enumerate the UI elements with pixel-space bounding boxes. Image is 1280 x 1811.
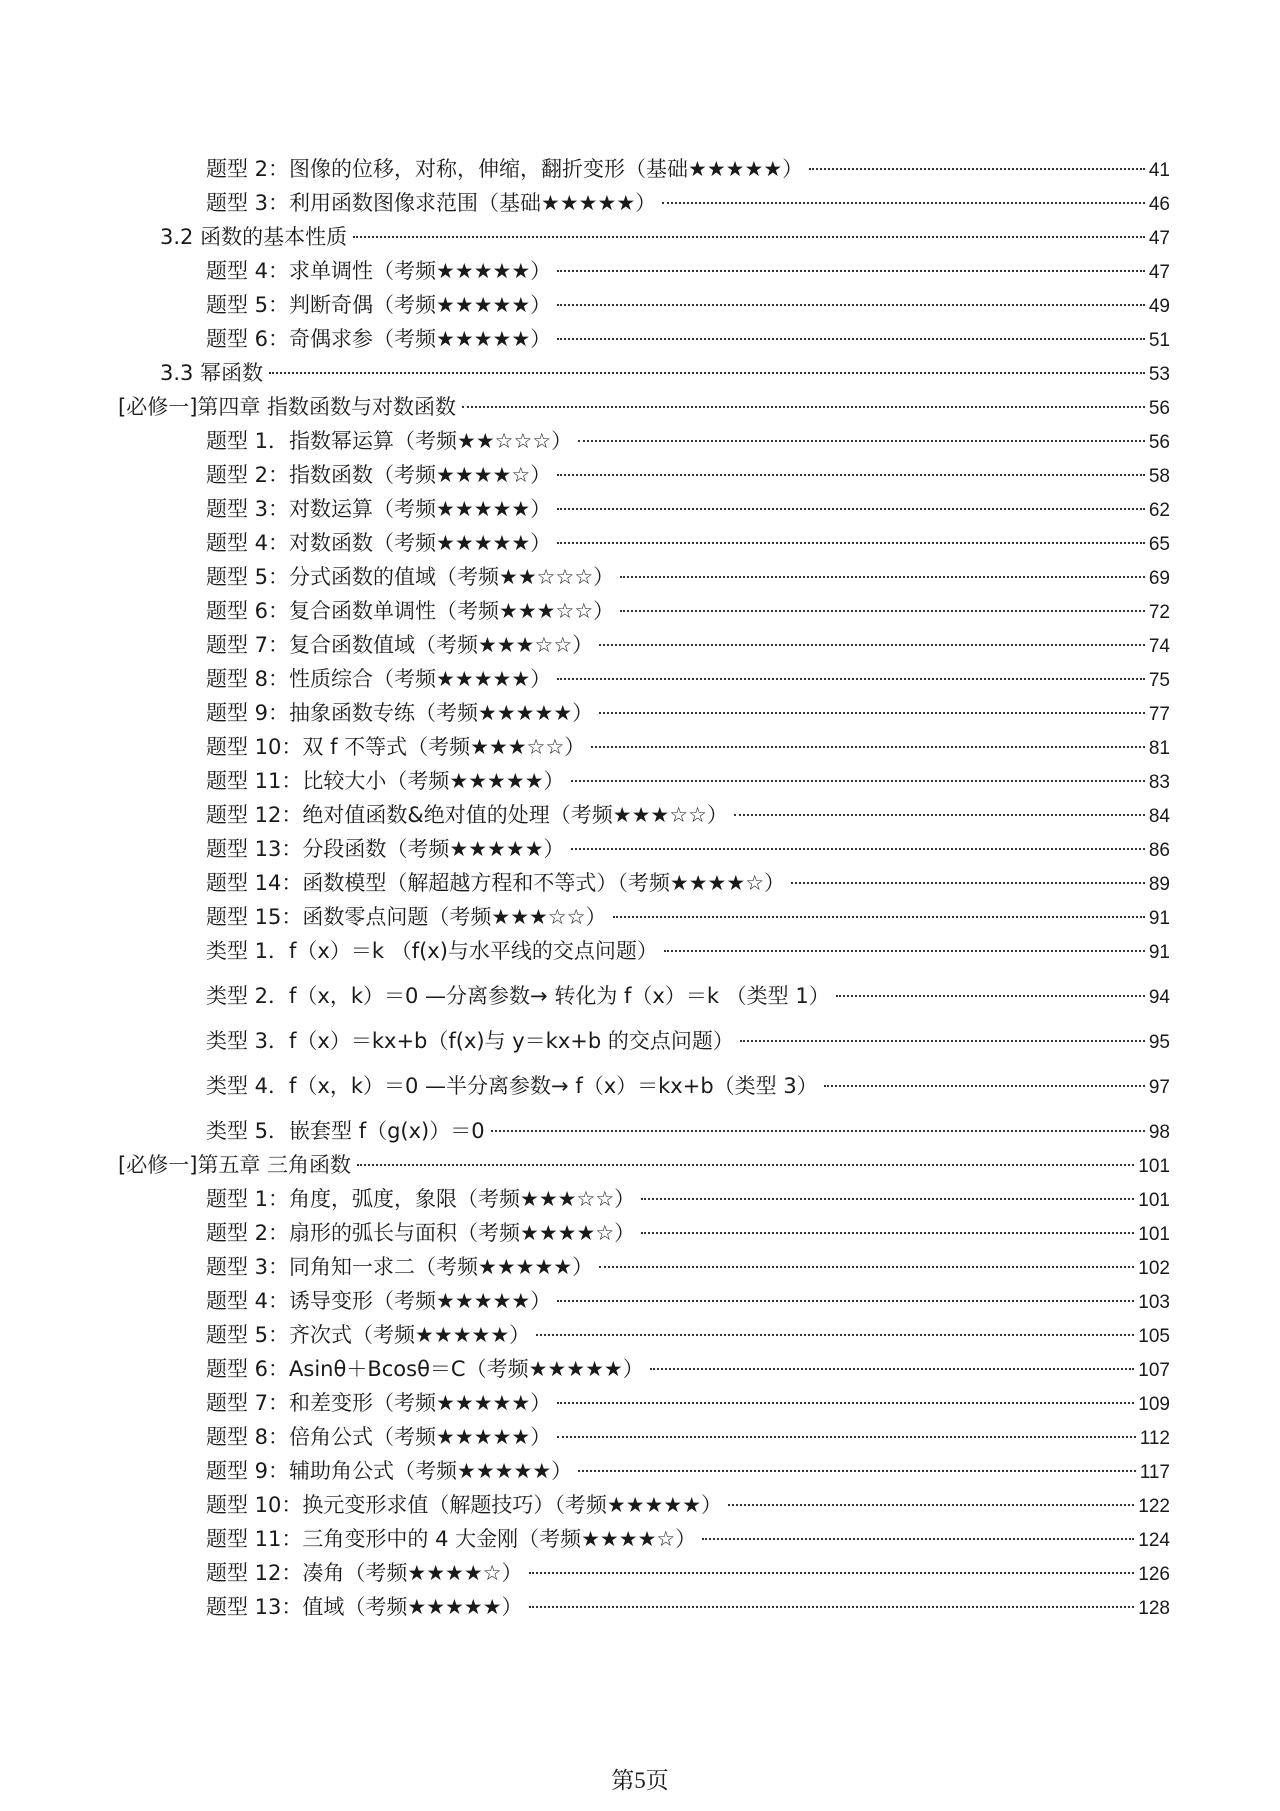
toc-entry-label: 题型 13：值域（考频★★★★★） (206, 1595, 523, 1619)
toc-page-number: 112 (1139, 1428, 1170, 1449)
toc-entry-label: 题型 10：换元变形求值（解题技巧）（考频★★★★★） (206, 1493, 723, 1517)
toc-page-number: 109 (1138, 1394, 1170, 1415)
toc-item-entry[interactable] (0, 186, 1280, 220)
toc-page-number: 58 (1148, 466, 1170, 487)
dot-leader (599, 711, 1145, 714)
toc-page-number: 51 (1148, 330, 1170, 351)
toc-item-entry[interactable] (0, 288, 1280, 322)
toc-item-entry[interactable] (0, 1556, 1280, 1590)
toc-page-number: 124 (1138, 1530, 1170, 1551)
toc-entry-label: 题型 7：和差变形（考频★★★★★） (206, 1391, 552, 1415)
toc-entry-label: 题型 5：分式函数的值域（考频★★☆☆☆） (206, 565, 615, 589)
dot-leader (578, 439, 1145, 442)
toc-page-number: 91 (1148, 908, 1170, 929)
toc-item-entry[interactable] (0, 1182, 1280, 1216)
toc-entry-label: 题型 12：绝对值函数&绝对值的处理（考频★★★☆☆） (206, 803, 728, 827)
toc-item-entry[interactable] (0, 526, 1280, 560)
toc-item-entry[interactable] (0, 730, 1280, 764)
toc-item-entry[interactable] (0, 254, 1280, 288)
dot-leader (613, 915, 1145, 918)
toc-page-number: 117 (1139, 1462, 1170, 1483)
dot-leader (536, 1333, 1134, 1336)
toc-page-number: 128 (1138, 1598, 1170, 1619)
dot-leader (269, 371, 1145, 374)
toc-page-number: 69 (1148, 568, 1170, 589)
dot-leader (529, 1571, 1135, 1574)
dot-leader (557, 303, 1145, 306)
toc-item-entry[interactable] (0, 1590, 1280, 1624)
toc-page-number: 49 (1148, 296, 1170, 317)
dot-leader (641, 1197, 1134, 1200)
toc-entry-label: [必修一]第五章 三角函数 (118, 1153, 352, 1177)
toc-entry-label: 题型 4：诱导变形（考频★★★★★） (206, 1289, 552, 1313)
toc-item-entry[interactable] (0, 1216, 1280, 1250)
toc-entry-label: 题型 1．指数幂运算（考频★★☆☆☆） (206, 429, 573, 453)
toc-page-number: 72 (1148, 602, 1170, 623)
toc-page-number: 102 (1138, 1258, 1170, 1279)
toc-entry-label: 题型 10：双 f 不等式（考频★★★☆☆） (206, 735, 586, 759)
toc-entry-label: [必修一]第四章 指数函数与对数函数 (118, 395, 457, 419)
dot-leader (702, 1537, 1134, 1540)
toc-item-entry[interactable] (0, 662, 1280, 696)
toc-page-number: 81 (1148, 738, 1170, 759)
toc-entry-label: 题型 2：图像的位移，对称，伸缩，翻折变形（基础★★★★★） (206, 157, 804, 181)
dot-leader (664, 949, 1145, 952)
toc-entry-label: 题型 14：函数模型（解超越方程和不等式）（考频★★★★☆） (206, 871, 786, 895)
toc-entry-label: 题型 5：判断奇偶（考频★★★★★） (206, 293, 552, 317)
toc-item-entry[interactable] (0, 798, 1280, 832)
toc-entry-label: 题型 4：求单调性（考频★★★★★） (206, 259, 552, 283)
toc-page-number: 101 (1138, 1190, 1170, 1211)
toc-item-entry[interactable] (0, 696, 1280, 730)
toc-item-entry[interactable] (0, 934, 1280, 968)
toc-chapter-entry[interactable] (0, 390, 1280, 424)
dot-leader (599, 643, 1145, 646)
toc-entry-label: 题型 12：凑角（考频★★★★☆） (206, 1561, 523, 1585)
dot-leader (599, 1265, 1134, 1268)
toc-item-entry[interactable] (0, 594, 1280, 628)
toc-section-entry[interactable] (0, 220, 1280, 254)
toc-entry-label: 题型 2：扇形的弧长与面积（考频★★★★☆） (206, 1221, 636, 1245)
toc-entry-label: 题型 2：指数函数（考频★★★★☆） (206, 463, 552, 487)
toc-item-entry[interactable] (0, 560, 1280, 594)
toc-item-entry[interactable] (0, 492, 1280, 526)
toc-entry-label: 题型 9：辅助角公式（考频★★★★★） (206, 1459, 573, 1483)
toc-page-number: 53 (1148, 364, 1170, 385)
toc-entry-label: 题型 1：角度，弧度，象限（考频★★★☆☆） (206, 1187, 636, 1211)
toc-item-entry[interactable] (0, 900, 1280, 934)
toc-item-entry[interactable] (0, 152, 1280, 186)
dot-leader (791, 881, 1145, 884)
toc-page-number: 74 (1148, 636, 1170, 657)
toc-entry-label: 类型 4．f（x，k）＝0 —半分离参数→ f（x）＝kx+b（类型 3） (206, 1074, 818, 1098)
dot-leader (491, 1129, 1145, 1132)
toc-entry-label: 题型 5：齐次式（考频★★★★★） (206, 1323, 531, 1347)
dot-leader (734, 813, 1145, 816)
dot-leader (557, 1401, 1134, 1404)
dot-leader (357, 1163, 1134, 1166)
toc-entry-label: 题型 3：对数运算（考频★★★★★） (206, 497, 552, 521)
dot-leader (641, 1231, 1134, 1234)
toc-entry-label: 类型 2．f（x，k）＝0 —分离参数→ 转化为 f（x）＝k （类型 1） (206, 984, 830, 1008)
toc-item-entry[interactable] (0, 1420, 1280, 1454)
dot-leader (557, 677, 1145, 680)
toc-item-entry[interactable] (0, 458, 1280, 492)
table-of-contents (0, 152, 1280, 1624)
dot-leader (740, 1039, 1145, 1042)
toc-item-entry[interactable] (0, 764, 1280, 798)
toc-item-entry[interactable] (0, 1250, 1280, 1284)
toc-page-number: 77 (1148, 704, 1170, 725)
toc-section-entry[interactable] (0, 356, 1280, 390)
toc-page-number: 62 (1148, 500, 1170, 521)
toc-entry-label: 题型 13：分段函数（考频★★★★★） (206, 837, 565, 861)
toc-item-entry[interactable] (0, 1284, 1280, 1318)
toc-item-entry[interactable] (0, 1024, 1280, 1058)
dot-leader (591, 745, 1145, 748)
dot-leader (557, 473, 1145, 476)
toc-entry-label: 题型 6：复合函数单调性（考频★★★☆☆） (206, 599, 615, 623)
toc-entry-label: 3.2 函数的基本性质 (160, 225, 348, 249)
toc-page-number: 97 (1148, 1077, 1170, 1098)
toc-page-number: 101 (1138, 1224, 1170, 1245)
toc-entry-label: 3.3 幂函数 (160, 361, 264, 385)
dot-leader (809, 167, 1145, 170)
dot-leader (578, 1469, 1136, 1472)
dot-leader (557, 337, 1145, 340)
toc-page-number: 41 (1148, 160, 1170, 181)
toc-entry-label: 题型 6：奇偶求参（考频★★★★★） (206, 327, 552, 351)
dot-leader (571, 847, 1145, 850)
toc-page-number: 56 (1148, 398, 1170, 419)
toc-page-number: 105 (1138, 1326, 1170, 1347)
toc-page-number: 107 (1138, 1360, 1170, 1381)
toc-entry-label: 题型 8：性质综合（考频★★★★★） (206, 667, 552, 691)
toc-item-entry[interactable] (0, 832, 1280, 866)
toc-item-entry[interactable] (0, 628, 1280, 662)
toc-page-number: 122 (1138, 1496, 1170, 1517)
toc-page-number: 101 (1138, 1156, 1170, 1177)
dot-leader (836, 994, 1145, 997)
toc-entry-label: 题型 6：Asinθ＋Bcosθ＝C（考频★★★★★） (206, 1357, 644, 1381)
toc-page-number: 47 (1148, 228, 1170, 249)
dot-leader (620, 575, 1145, 578)
toc-item-entry[interactable] (0, 1114, 1280, 1148)
dot-leader (571, 779, 1145, 782)
dot-leader (650, 1367, 1135, 1370)
dot-leader (557, 507, 1145, 510)
toc-entry-label: 题型 4：对数函数（考频★★★★★） (206, 531, 552, 555)
toc-entry-label: 类型 1．f（x）＝k （f(x)与水平线的交点问题） (206, 939, 658, 963)
dot-leader (728, 1503, 1134, 1506)
toc-item-entry[interactable] (0, 1488, 1280, 1522)
toc-chapter-entry[interactable] (0, 1148, 1280, 1182)
toc-page-number: 65 (1148, 534, 1170, 555)
toc-item-entry[interactable] (0, 1454, 1280, 1488)
toc-item-entry[interactable] (0, 1386, 1280, 1420)
toc-entry-label: 题型 7：复合函数值域（考频★★★☆☆） (206, 633, 594, 657)
toc-page-number: 75 (1148, 670, 1170, 691)
toc-entry-label: 题型 3：利用函数图像求范围（基础★★★★★） (206, 191, 657, 215)
toc-item-entry[interactable] (0, 968, 1280, 1024)
toc-page-number: 98 (1148, 1122, 1170, 1143)
toc-item-entry[interactable] (0, 424, 1280, 458)
toc-entry-label: 题型 11：比较大小（考频★★★★★） (206, 769, 565, 793)
toc-entry-label: 题型 9：抽象函数专练（考频★★★★★） (206, 701, 594, 725)
toc-page-number: 95 (1148, 1032, 1170, 1053)
dot-leader (353, 235, 1145, 238)
dot-leader (557, 1435, 1136, 1438)
toc-page-number: 86 (1148, 840, 1170, 861)
dot-leader (557, 269, 1145, 272)
dot-leader (620, 609, 1145, 612)
page-number-footer: 第5页 (611, 1768, 669, 1793)
toc-item-entry[interactable] (0, 1352, 1280, 1386)
toc-page-number: 83 (1148, 772, 1170, 793)
toc-page-number: 94 (1148, 987, 1170, 1008)
dot-leader (529, 1605, 1135, 1608)
toc-page-number: 103 (1138, 1292, 1170, 1313)
toc-entry-label: 题型 15：函数零点问题（考频★★★☆☆） (206, 905, 607, 929)
toc-entry-label: 类型 5．嵌套型 f（g(x)）＝0 (206, 1119, 485, 1143)
toc-page-number: 89 (1148, 874, 1170, 895)
toc-page-number: 84 (1148, 806, 1170, 827)
toc-entry-label: 题型 3：同角知一求二（考频★★★★★） (206, 1255, 594, 1279)
dot-leader (662, 201, 1145, 204)
toc-page-number: 56 (1148, 432, 1170, 453)
dot-leader (557, 541, 1145, 544)
toc-item-entry[interactable] (0, 866, 1280, 900)
toc-entry-label: 类型 3．f（x）＝kx+b（f(x)与 y＝kx+b 的交点问题） (206, 1029, 734, 1053)
toc-item-entry[interactable] (0, 322, 1280, 356)
toc-page-number: 47 (1148, 262, 1170, 283)
dot-leader (462, 405, 1145, 408)
toc-item-entry[interactable] (0, 1522, 1280, 1556)
toc-entry-label: 题型 8：倍角公式（考频★★★★★） (206, 1425, 552, 1449)
dot-leader (557, 1299, 1134, 1302)
toc-item-entry[interactable] (0, 1318, 1280, 1352)
toc-entry-label: 题型 11：三角变形中的 4 大金刚（考频★★★★☆） (206, 1527, 697, 1551)
toc-page-number: 126 (1138, 1564, 1170, 1585)
dot-leader (824, 1084, 1145, 1087)
toc-page-number: 46 (1148, 194, 1170, 215)
toc-item-entry[interactable] (0, 1058, 1280, 1114)
toc-page-number: 91 (1148, 942, 1170, 963)
